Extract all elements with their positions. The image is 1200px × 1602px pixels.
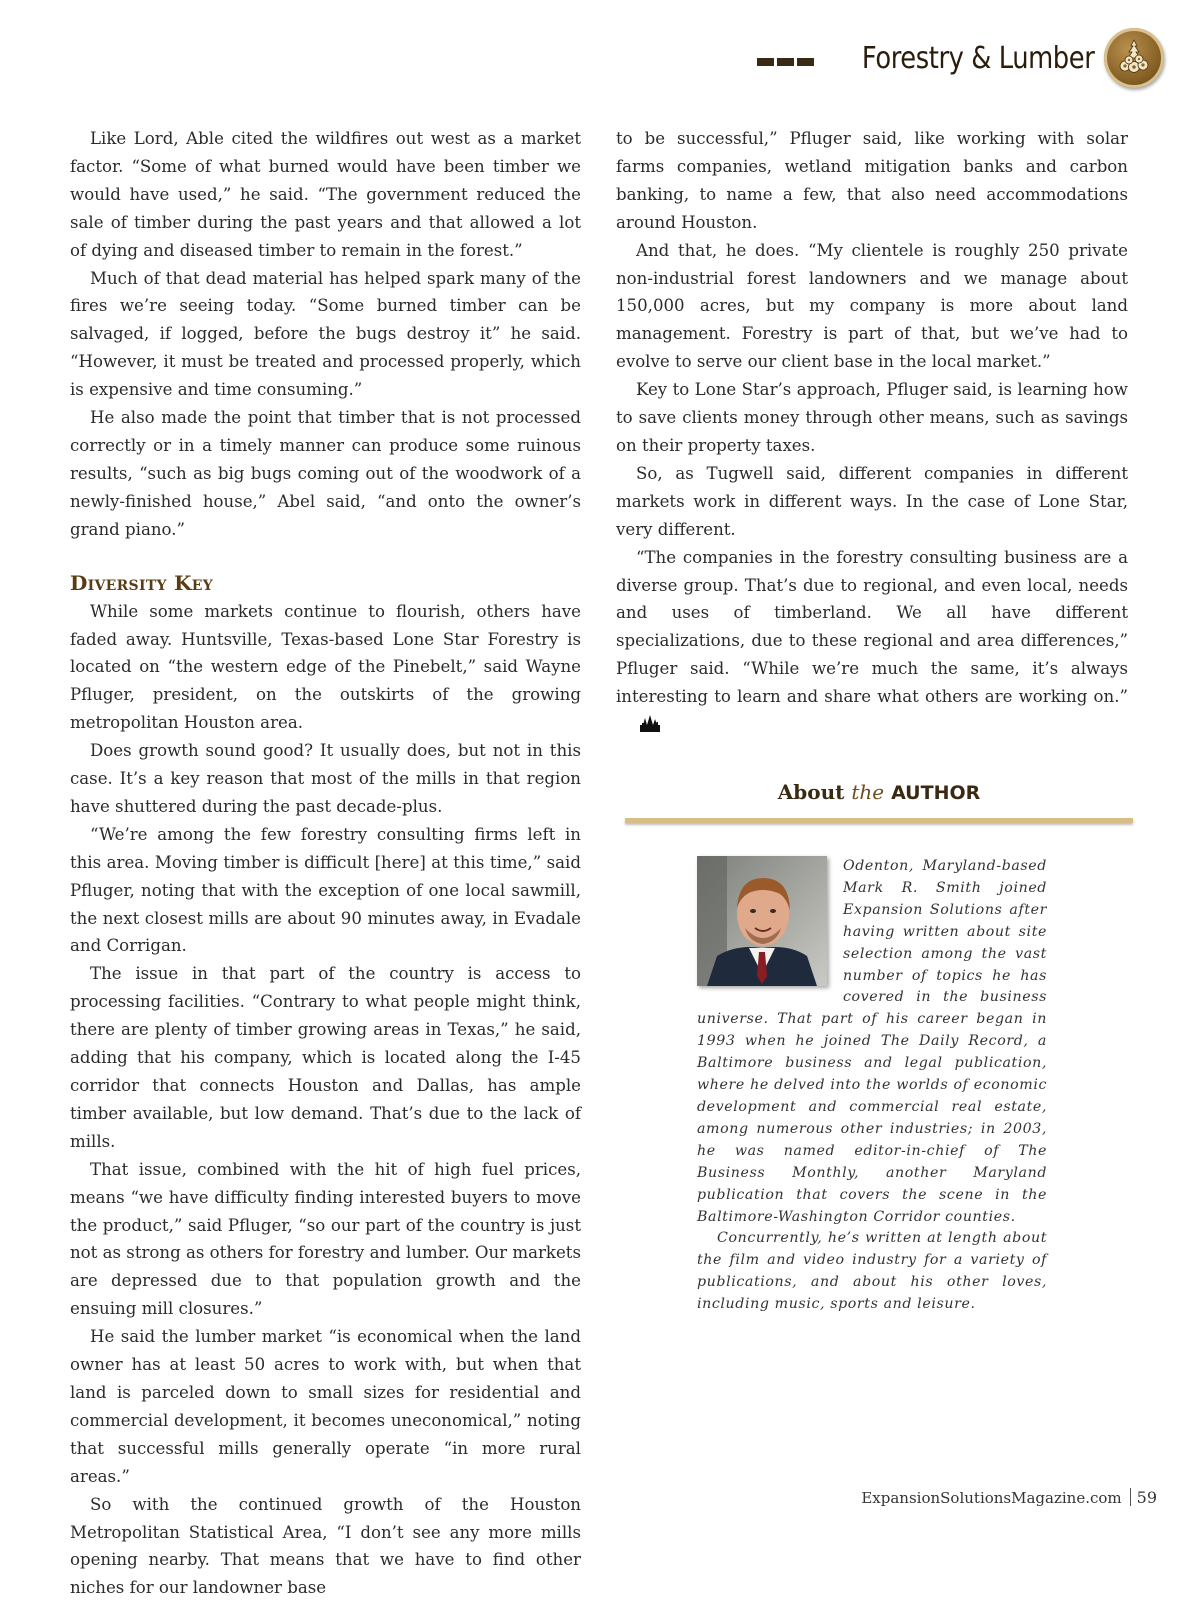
footer-separator [1130,1488,1131,1506]
body-paragraph-last [616,544,1128,741]
body-paragraph: So, as Tugwell said, different companies in different markets work in different ways. In the case of Lone Star, very different. [616,463,1128,539]
page-footer [861,1488,1157,1507]
section-header [757,26,1164,90]
body-paragraph: Like Lord, Able cited the wildfires out west as a market factor. “Some of what burned would have been timber we would have used,” he said. “The government reduced the sale of timber during the past years and that allowed a lot of dying and diseased timber to remain in the forest.” [70,129,581,260]
about-the-author-box [625,776,1133,1313]
about-title-the: the [851,780,885,804]
body-paragraph: Key to Lone Star’s approach, Pfluger said, is learning how to save clients money through other means, such as savings on their property taxes. [616,380,1128,455]
about-author-title [625,776,1133,808]
end-of-article-icon [620,713,660,741]
body-paragraph: While some markets continue to flourish, others have faded away. Huntsville, Texas-based Lone Star Forestry is located on “the western edge of the Pinebelt,” said Wayne Pfluger, president, on the outskirts of the growing metropolitan Houston area. [70,601,581,733]
about-divider-rule [625,818,1133,823]
footer-website: ExpansionSolutionsMagazine.com [861,1489,1122,1507]
body-paragraph: So with the continued growth of the Houston Metropolitan Statistical Area, “I don’t see any more mills opening nearby. That means that we have to find other niches for our landowner base [70,1494,581,1598]
body-paragraph: He said the lumber market “is economical when the land owner has at least 50 acres to work with, but when that land is parceled down to small sizes for residential and commercial development, it becomes uneconomical,” noting that successful mills generally operate “in more rural areas.” [70,1327,581,1486]
left-column [70,125,581,1602]
author-bio-paragraph: Odenton, Maryland-based Mark R. Smith joined Expansion Solutions after having written about site selection among the vast number of topics he has covered in the business universe. That part of his career began in 1993 when he joined The Daily Record, a Baltimore business and legal publication, where he delved into the worlds of economic development and commercial real estate, among numerous other industries; in 2003, he was named editor-in-chief of The Business Monthly, another Maryland publication that covers the scene in the Baltimore-Washington Corridor counties. [697,858,1047,1225]
body-paragraph: And that, he does. “My clientele is roughly 250 private non-industrial forest landowners and we manage about 150,000 acres, but my company is more about land management. Forestry is part of that, but we’ve had to evolve to serve our client base in the local market.” [616,240,1128,372]
author-photo [697,856,827,986]
subhead-diversity-key: Diversity Key [70,570,214,595]
body-paragraph: Does growth sound good? It usually does, but not in this case. It’s a key reason that most of the mills in that region have shuttered during the past decade-plus. [70,741,581,816]
author-bio [697,856,1047,1316]
body-paragraph-continued: to be successful,” Pfluger said, like working with solar farms companies, wetland mitigation banks and carbon banking, to name a few, that also need accommodations around Houston. [616,129,1128,232]
author-bio-paragraph: Concurrently, he’s written at length about the film and video industry for a variety of publications, and about his other loves, including music, sports and leisure. [697,1230,1047,1313]
body-paragraph: He also made the point that timber that is not processed correctly or in a timely manner can produce some ruinous results, “such as big bugs coming out of the woodwork of a newly-finished house,” Abel said, “and onto the owner’s grand piano.” [70,408,581,539]
last-paragraph-text: “The companies in the forestry consulting business are a diverse group. That’s due to regional, and even local, needs and uses of timberland. We all have different specializations, due to these regional and area differences,” Pfluger said. “While we’re much the same, it’s always interesting to learn and share what others are working on.” [616,547,1128,707]
body-paragraph: That issue, combined with the hit of high fuel prices, means “we have difficulty finding interested buyers to move the product,” said Pfluger, “so our part of the country is just not as strong as others for forestry and lumber. Our markets are depressed due to that population growth and the ensuing mill closures.” [70,1159,581,1319]
body-paragraph: Much of that dead material has helped spark many of the fires we’re seeing today. “Some burned timber can be salvaged, if logged, before the bugs destroy it” he said. “However, it must be treated and processed properly, which is expensive and time consuming.” [70,268,581,400]
about-title-about: About [777,780,845,804]
header-bars-decoration [757,58,814,66]
body-paragraph: The issue in that part of the country is access to processing facilities. “Contrary to what people might think, there are plenty of timber growing areas in Texas,” he said, adding that his company, which is located along the I-45 corridor that connects Houston and Dallas, has ample timber available, but low demand. That’s due to the lack of mills. [70,964,581,1151]
about-title-author: AUTHOR [891,782,981,804]
section-title: Forestry & Lumber [861,40,1094,76]
forestry-logo-icon [1104,28,1164,88]
right-column [616,125,1128,741]
page-number: 59 [1136,1488,1157,1507]
body-paragraph: “We’re among the few forestry consulting firms left in this area. Moving timber is difficult [here] at this time,” said Pfluger, noting that with the exception of one local sawmill, the next closest mills are about 90 minutes away, in Evadale and Corrigan. [70,824,581,956]
